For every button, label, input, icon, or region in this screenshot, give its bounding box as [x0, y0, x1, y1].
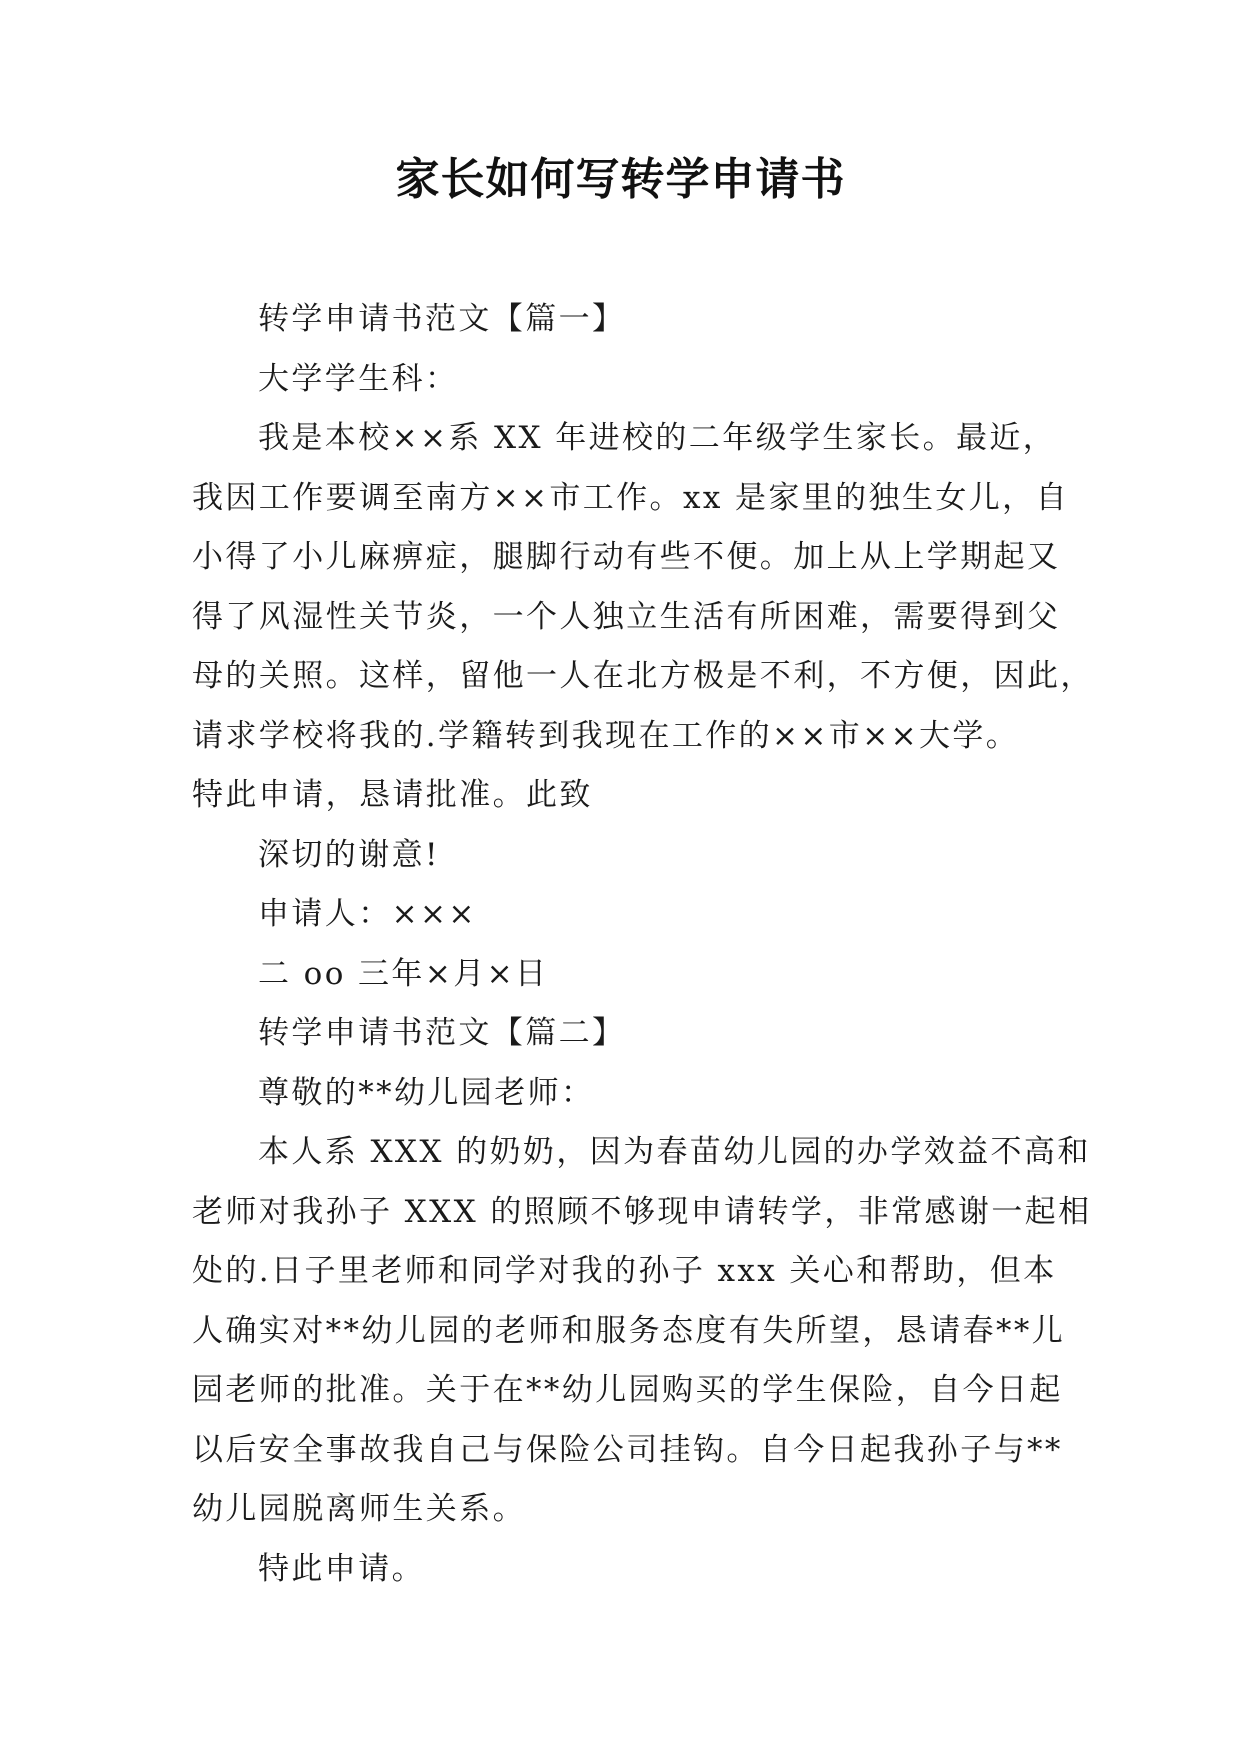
paragraph-line: 本人系 XXX 的奶奶，因为春苗幼儿园的办学效益不高和 — [258, 1134, 1091, 1170]
paragraph-line: 处的.日子里老师和同学对我的孙子 xxx 关心和帮助，但本 — [192, 1253, 1057, 1289]
paragraph-line: 小得了小儿麻痹症，腿脚行动有些不便。加上从上学期起又 — [192, 539, 1061, 575]
salutation-2: 尊敬的**幼儿园老师： — [258, 1074, 595, 1111]
paragraph-line: 我因工作要调至南方××市工作。xx 是家里的独生女儿，自 — [192, 479, 1069, 516]
paragraph-line: 老师对我孙子 XXX 的照顾不够现申请转学，非常感谢一起相 — [192, 1193, 1092, 1230]
paragraph-line: 我是本校××系 XX 年进校的二年级学生家长。最近， — [258, 420, 1057, 456]
document-body — [192, 290, 1094, 1599]
document-title: 家长如何写转学申请书 — [395, 154, 846, 205]
paragraph-line: 得了风湿性关节炎，一个人独立生活有所困难，需要得到父 — [192, 598, 1061, 635]
applicant-line: 申请人：××× — [258, 896, 477, 932]
paragraph-line: 幼儿园脱离师生关系。 — [192, 1491, 526, 1527]
paragraph-line: 以后安全事故我自己与保险公司挂钩。自今日起我孙子与** — [192, 1431, 1063, 1468]
paragraph-line: 人确实对**幼儿园的老师和服务态度有失所望，恳请春**儿 — [192, 1312, 1066, 1349]
closing-line: 特此申请。 — [258, 1550, 425, 1587]
paragraph-line: 特此申请，恳请批准。此致 — [192, 777, 593, 813]
paragraph-line: 园老师的批准。关于在**幼儿园购买的学生保险，自今日起 — [192, 1372, 1063, 1408]
date-line: 二 oo 三年×月×日 — [258, 955, 549, 992]
closing-line: 深切的谢意! — [258, 836, 440, 873]
salutation-1: 大学学生科： — [258, 360, 459, 397]
paragraph-line: 请求学校将我的.学籍转到我现在工作的××市××大学。 — [192, 717, 1020, 754]
paragraph-line: 母的关照。这样，留他一人在北方极是不利，不方便，因此， — [192, 658, 1094, 694]
section-heading-1: 转学申请书范文【篇一】 — [258, 301, 626, 337]
section-heading-2: 转学申请书范文【篇二】 — [258, 1015, 626, 1051]
